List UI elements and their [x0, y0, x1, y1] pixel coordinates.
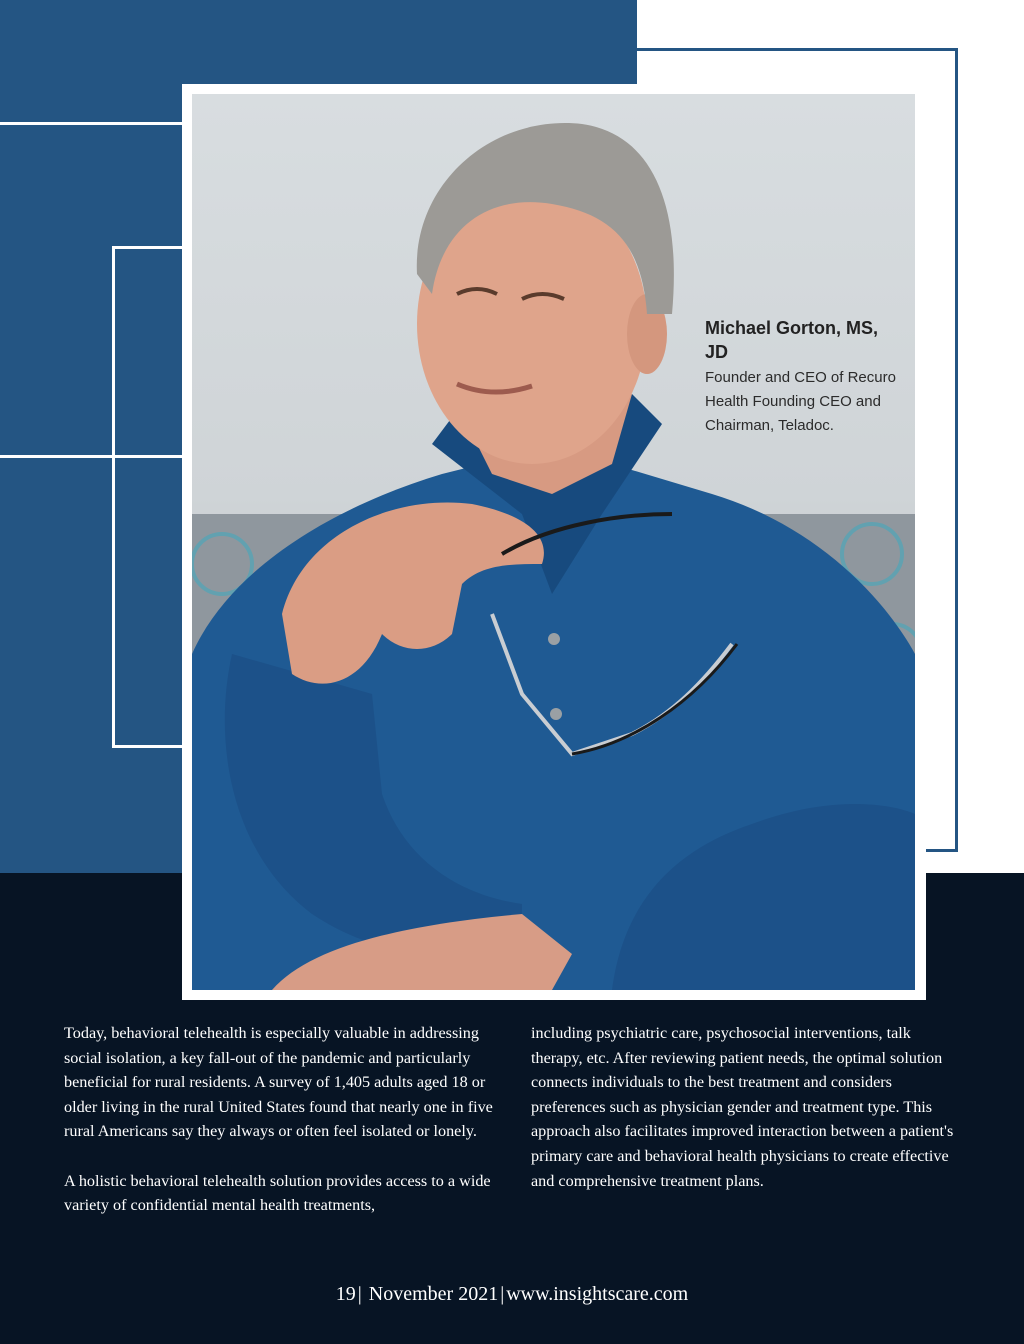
shirt-button [550, 708, 562, 720]
issue-date: November 2021 [368, 1283, 499, 1305]
portrait-frame [182, 84, 926, 1000]
paragraph: A holistic behavioral telehealth solution provides access to a wide variety of confidential mental health treatments, [64, 1171, 491, 1215]
paragraph: including psychiatric care, psychosocial interventions, talk therapy, etc. After reviewing patient needs, the optimal solution connects individuals to the best treatment and considers preferences such as physician gender and treatment type. This approach also facilitates improved interaction between a patient's primary care and behavioral health physicians to create effective and comprehensive treatment plans. [531, 1024, 954, 1190]
article-column-left [64, 1021, 494, 1218]
decorative-line [0, 122, 190, 125]
caption-name: Michael Gorton, MS, JD [705, 318, 879, 362]
page-number: 19 [335, 1283, 356, 1305]
shirt-button [548, 633, 560, 645]
paragraph: Today, behavioral telehealth is especially valuable in addressing social isolation, a key fall-out of the pandemic and particularly beneficial for rural residents. A survey of 1,405 adults aged 18 or older living in the rural United States found that nearly one in five rural Americans say they always or often feel isolated or lonely. [64, 1024, 493, 1141]
portrait-photo [192, 94, 915, 990]
article-column-right [531, 1021, 961, 1193]
footer-separator: | [500, 1283, 505, 1305]
page-footer [0, 1280, 1024, 1308]
website-link[interactable]: www.insightscare.com [506, 1283, 689, 1305]
decorative-box [112, 246, 192, 748]
portrait-caption [705, 316, 905, 438]
caption-role: Founder and CEO of Recuro Health Founding CEO and Chairman, Teladoc. [705, 369, 896, 434]
footer-separator: | [357, 1283, 362, 1305]
portrait-illustration [192, 94, 915, 990]
